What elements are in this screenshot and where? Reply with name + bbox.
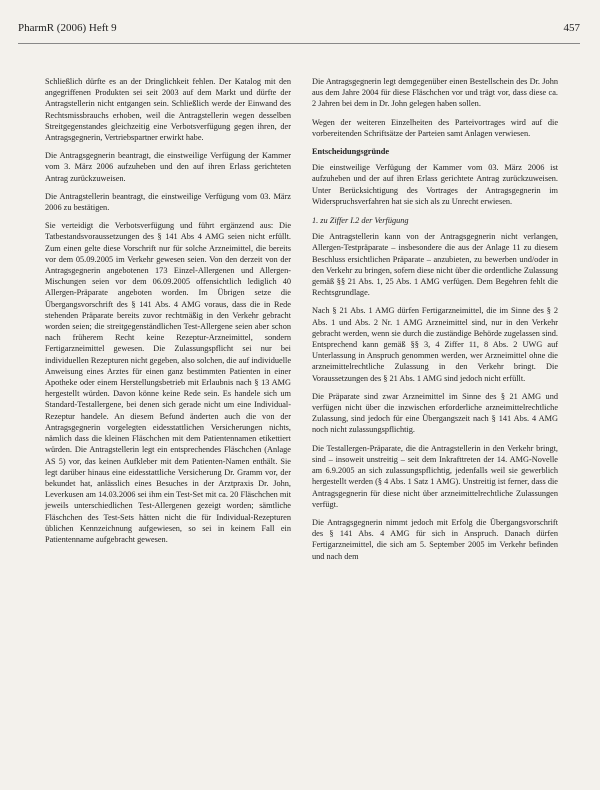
paragraph: Die Präparate sind zwar Arzneimittel im Sinne des § 21 AMG und verfügen nicht über die inzwischen erforderliche arzneimittelrechtliche Zulassung, sind jedoch für eine Übergangszeit nach § 141 Abs. 4 AMG noch nicht zulassungspflichtig. bbox=[312, 391, 558, 435]
paragraph: Die Antragstellerin kann von der Antragsgegnerin nicht verlangen, Allergen-Testpräparate – insbesondere die aus der Anlage 11 zu diesem Beschluss ersichtlichen Präparate – anzubieten, zu bewerben und/oder in den Verkehr zu bringen, sofern diese nicht über die ordentliche Zulassung gemäß §§ 21 Abs. 1, 25 Abs. 1 AMG verfügen. Dem Begehren fehlt die Rechtsgrundlage. bbox=[312, 232, 558, 298]
paragraph: Die Antragsgegnerin beantragt, die einstweilige Verfügung der Kammer vom 3. März 2006 aufzuheben und den auf ihren Erlass gerichteten Antrag zurückzuweisen. bbox=[45, 151, 291, 183]
left-column bbox=[45, 76, 291, 552]
paragraph: Sie verteidigt die Verbotsverfügung und führt ergänzend aus: Die Tatbestandsvoraussetzungen des § 141 Abs 4 AMG seien nicht erfüllt. Zum einen gelte diese Vorschrift nur für solche Arzneimittel, die bereits vor dem 05.09.2005 im Verkehr gewesen seien. Von den derzeit von der Antragsgegnerin angebotenen 173 Einzel-Allergenen und Allergen-Mischungen seien vor dem 06.09.2005 offensichtlich lediglich 40 Allergen-Präparate angeboten worden. Im Übrigen setze die Übergangsvorschrift des § 141 Abs. 4 AMG voraus, dass die in Rede stehenden Präparate bereits zuvor rechtmäßig in den Verkehr gebracht worden seien; die streitgegenständlichen Test-Allergene seien aber schon nach früherem Recht keine Rezeptur-Arzneimittel, sondern Fertigarzneimittel gewesen. Die Zulassungspflicht sei nur bei individuellen Rezepturen nicht gegeben, also solchen, die auf individuelle Anweisung eines Arztes für einen ganz bestimmten Patienten in einer Apotheke oder einem Herstellungsbetrieb mit Erlaubnis nach § 13 AMG hergestellt würden. Davon könne keine Rede sein. Es handele sich um Standard-Testallergene, bei denen sich gerade nicht um eine Individual-Rezeptur handele. An diesem Befund änderten auch die von der Antragsgegnerin vorgelegten eidesstattlichen Versicherungen nichts, nämlich dass die kleinen Fläschchen mit dem Patientennamen etikettiert würden. Die Antragstellerin legt ein entsprechendes Fläschchen (Anlage AS 5) vor, das keinen Aufkleber mit dem Patienten-Namen enthält. Sie legt darüber hinaus eine eidesstattliche Versicherung Dr. Gramm vor, der bekundet hat, anlässlich eines Besuches in der Arztpraxis Dr. John, Leverkusen am 14.03.2006 sei ihm ein Test-Set mit ca. 20 Fläschchen mit jeweils unterschiedlichen Test-Allergenen gezeigt worden; sämtliche Fläschchen des Test-Sets hätten nicht die für Individual-Rezepturen üblichen Kennzeichnung aufgewiesen, so sei in keinem Fall ein Patientenname aufgebracht gewesen. bbox=[45, 221, 291, 544]
journal-reference: PharmR (2006) Heft 9 bbox=[18, 22, 117, 34]
paragraph: Die einstweilige Verfügung der Kammer vom 03. März 2006 ist aufzuheben und der auf ihren Erlass gerichtete Antrag zurückzuweisen. Unter Berücksichtigung des Vortrages der Antragsgegnerin im Widerspruchsverfahren hat sie sich als zu Unrecht erwiesen. bbox=[312, 163, 558, 206]
paragraph: Die Testallergen-Präparate, die die Antragstellerin in den Verkehr bringt, sind – insoweit unstreitig – seit dem Inkrafttreten der 14. AMG-Novelle am 6.9.2005 an sich zulassungspflichtig, jedenfalls weil sie gewerblich hergestellt werden (§ 4 Abs. 1 Satz 1 AMG). Unstreitig ist ferner, dass die Antragsgegnerin für diese nicht über arzneimittelrechtliche Zulassungen verfügt. bbox=[312, 443, 558, 509]
paragraph: Die Antragsgegnerin nimmt jedoch mit Erfolg die Übergangsvorschrift des § 141 Abs. 4 AMG für sich in Anspruch. Danach dürfen Fertigarzneimittel, die sich am 5. September 2005 im Verkehr befinden und nach dem bbox=[312, 517, 558, 561]
section-heading: Entscheidungsgründe bbox=[312, 147, 390, 157]
paragraph: Die Antragstellerin beantragt, die einstweilige Verfügung vom 03. März 2006 zu bestätigen. bbox=[45, 191, 291, 213]
page-header bbox=[18, 22, 580, 44]
paragraph: Schließlich dürfte es an der Dringlichkeit fehlen. Der Katalog mit den angegriffenen Produkten sei seit 2003 auf dem Markt und dürfte der Antragstellerin nicht entgangen sein. Schließlich werde der Einwand des Rechtsmissbrauchs erhoben, weil die Antragstellerin wegen desselben Streitgegenstandes gleichzeitig eine Verbotsverfügung gegen ihren, der Antragsgegnerin, Vertriebspartner erwirkt habe. bbox=[45, 77, 291, 143]
paragraph: Die Antragsgegnerin legt demgegenüber einen Bestellschein des Dr. John aus dem Jahre 2004 für diese Fläschchen vor und trägt vor, dass diese ca. 2 Jahren bei dem in Dr. John gelegen haben sollen. bbox=[312, 77, 558, 109]
paragraph: Wegen der weiteren Einzelheiten des Parteivortrages wird auf die vorbereitenden Schriftsätze der Parteien samt Anlagen verwiesen. bbox=[312, 117, 558, 138]
page-number: 457 bbox=[563, 22, 580, 34]
right-column bbox=[312, 76, 558, 569]
subsection-heading: 1. zu Ziffer I.2 der Verfügung bbox=[312, 216, 409, 226]
paragraph: Nach § 21 Abs. 1 AMG dürfen Fertigarzneimittel, die im Sinne des § 2 Abs. 1 und Abs. 2 Nr. 1 AMG Arzneimittel sind, nur in den Verkehr gebracht werden, wenn sie durch die zuständige Behörde zugelassen sind. Entsprechend kann gemäß §§ 3, 4 Ziffer 11, 8 Abs. 2 UWG auf Unterlassung in Anspruch genommen werden, wer Arzneimittel ohne die arzneimittelrechtliche Zulassung in den Verkehr bringt. Die Voraussetzungen des § 21 Abs. 1 AMG sind jedoch nicht erfüllt. bbox=[312, 306, 558, 383]
